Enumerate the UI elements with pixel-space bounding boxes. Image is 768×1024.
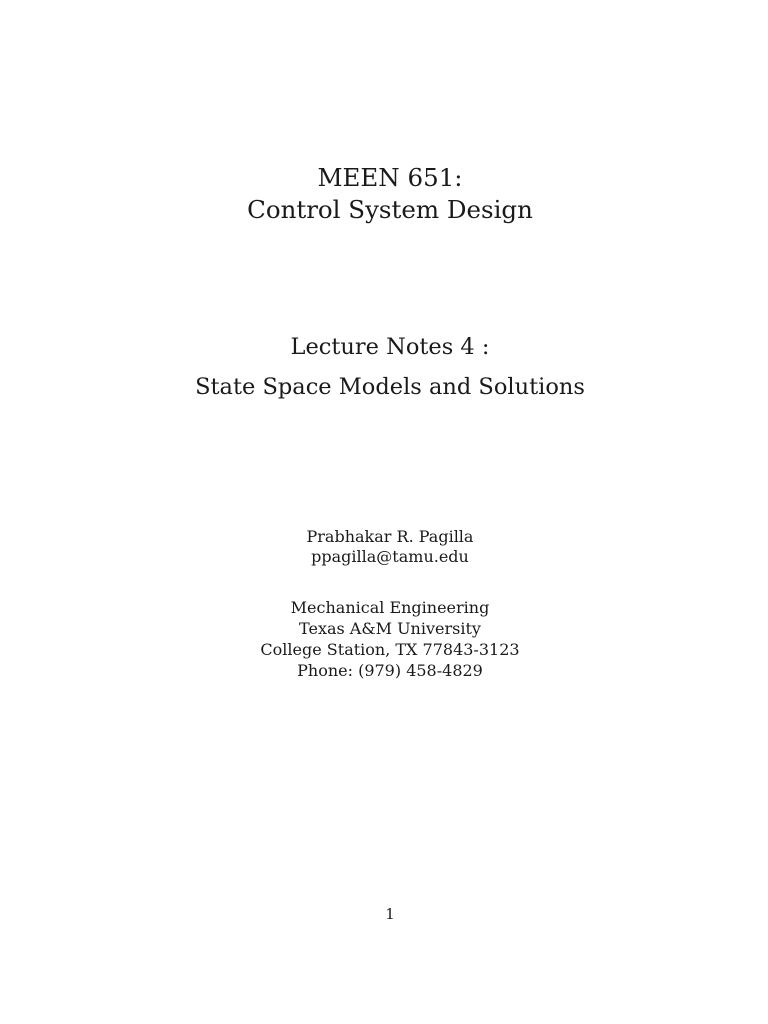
author-email: ppagilla@tamu.edu xyxy=(311,547,469,566)
university: Texas A&M University xyxy=(299,619,481,638)
phone-number: Phone: (979) 458-4829 xyxy=(297,661,483,680)
page-number: 1 xyxy=(385,905,395,923)
lecture-topic: State Space Models and Solutions xyxy=(195,374,585,400)
city-address: College Station, TX 77843-3123 xyxy=(260,640,520,659)
course-code: MEEN 651: xyxy=(317,163,463,192)
author-name: Prabhakar R. Pagilla xyxy=(306,527,474,546)
lecture-number: Lecture Notes 4 : xyxy=(290,334,490,360)
department: Mechanical Engineering xyxy=(290,598,490,617)
course-name: Control System Design xyxy=(247,195,533,224)
